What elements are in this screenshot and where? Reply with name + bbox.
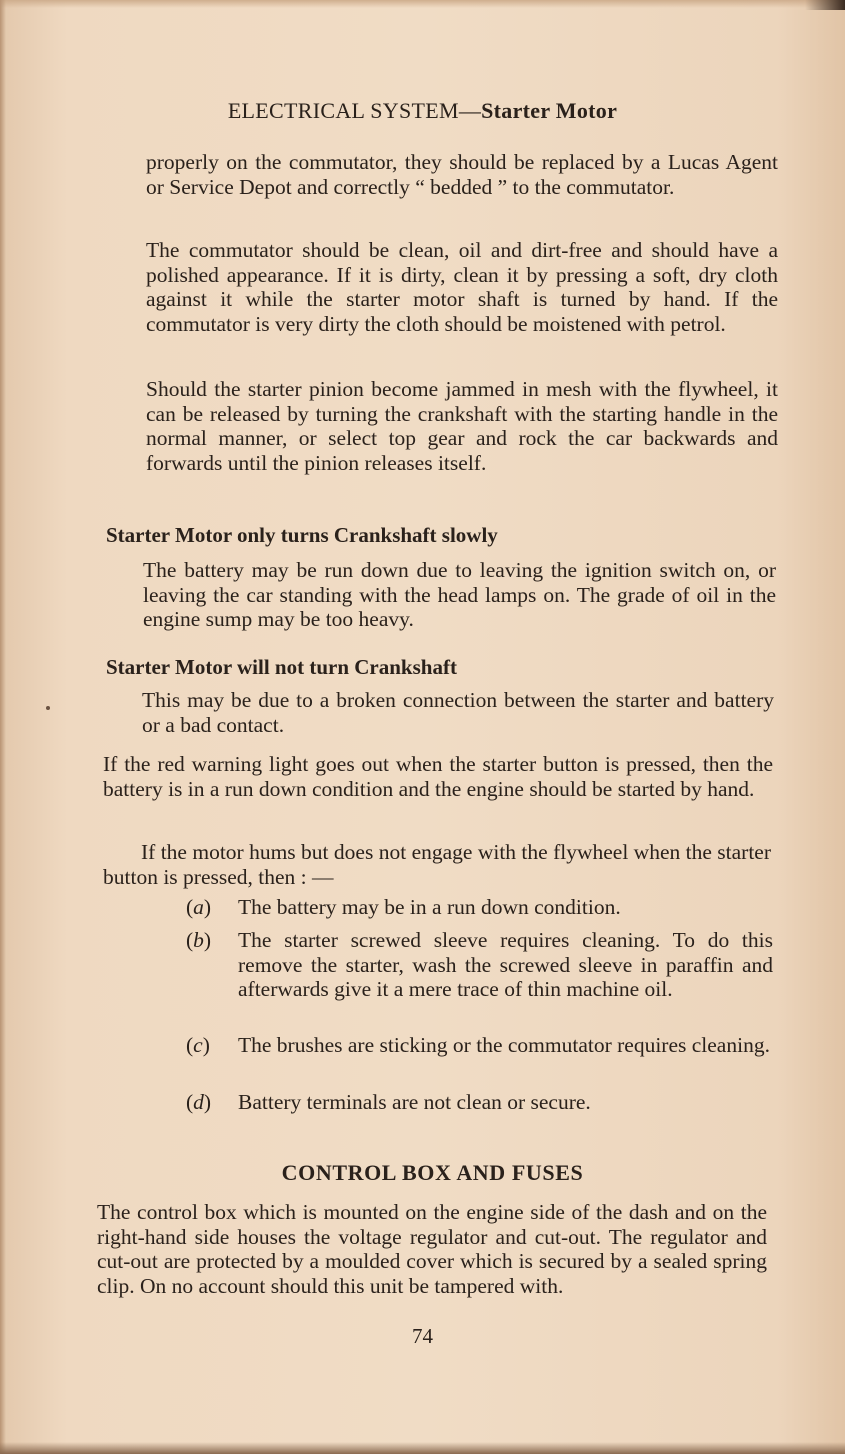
list-marker: (b) xyxy=(186,928,212,952)
paragraph-control-box: The control box which is mounted on the engine side of the dash and on the right-hand side houses the voltage regulator and cut-out. The regulator and cut-out are protected by a moulded cover which is secured by a sealed spring clip. On no account should this unit be tampered with. xyxy=(97,1200,767,1298)
paragraph-pinion-jammed: Should the starter pinion become jammed in mesh with the flywheel, it can be released by turning the crankshaft with the starting handle in the normal manner, or select top gear and rock the car backwards and forwards until the pinion releases itself. xyxy=(146,377,778,475)
page-edge-top xyxy=(0,0,845,8)
list-item-d xyxy=(186,1090,776,1116)
running-head xyxy=(0,98,845,124)
section-title-control-box: CONTROL BOX AND FUSES xyxy=(281,1160,584,1185)
list-marker: (c) xyxy=(186,1033,210,1057)
list-item-a xyxy=(186,895,776,921)
page-number: 74 xyxy=(412,1324,433,1348)
running-head-topic: Starter Motor xyxy=(481,98,618,123)
list-item-b xyxy=(186,928,776,1028)
heading-will-not-turn: Starter Motor will not turn Crankshaft xyxy=(106,655,457,679)
page-corner-shadow xyxy=(805,0,845,10)
paragraph-turns-slowly: The battery may be run down due to leaving the ignition switch on, or leaving the car standing with the head lamps on. The grade of oil in the engine sump may be too heavy. xyxy=(143,558,776,631)
paragraph-broken-connection: This may be due to a broken connection between the starter and battery or a bad contact. xyxy=(142,688,774,737)
page-edge-left xyxy=(0,0,6,1454)
list-item-text: The starter screwed sleeve requires cleaning. To do this remove the starter, wash the screwed sleeve in paraffin and afterwards give it a mere trace of thin machine oil. xyxy=(238,928,773,1001)
list-item-text: Battery terminals are not clean or secure. xyxy=(238,1090,591,1114)
running-head-section: ELECTRICAL SYSTEM— xyxy=(227,98,482,123)
paper-speck xyxy=(46,706,50,710)
page-edge-bottom xyxy=(0,1442,845,1454)
list-marker: (d) xyxy=(186,1090,212,1114)
list-marker: (a) xyxy=(186,895,212,919)
list-item-text: The brushes are sticking or the commutator requires cleaning. xyxy=(238,1033,770,1057)
paragraph-commutator-clean: The commutator should be clean, oil and dirt-free and should have a polished appearance. If it is dirty, clean it by pressing a soft, dry cloth against it while the starter motor shaft is turned by hand. If the commutator is very dirty the cloth should be moistened with petrol. xyxy=(146,238,778,336)
paragraph-warning-light: If the red warning light goes out when the starter button is pressed, then the battery is in a run down condition and the engine should be started by hand. xyxy=(103,752,773,801)
list-item-text: The battery may be in a run down condition. xyxy=(238,895,621,919)
paragraph-brushes-bedded: properly on the commutator, they should be replaced by a Lucas Agent or Service Depot and correctly “ bedded ” to the commutator. xyxy=(146,150,778,199)
heading-turns-slowly: Starter Motor only turns Crankshaft slowly xyxy=(106,523,498,547)
list-item-c xyxy=(186,1033,776,1085)
paragraph-motor-hums: If the motor hums but does not engage with the flywheel when the starter button is pressed, then : — xyxy=(103,840,771,889)
